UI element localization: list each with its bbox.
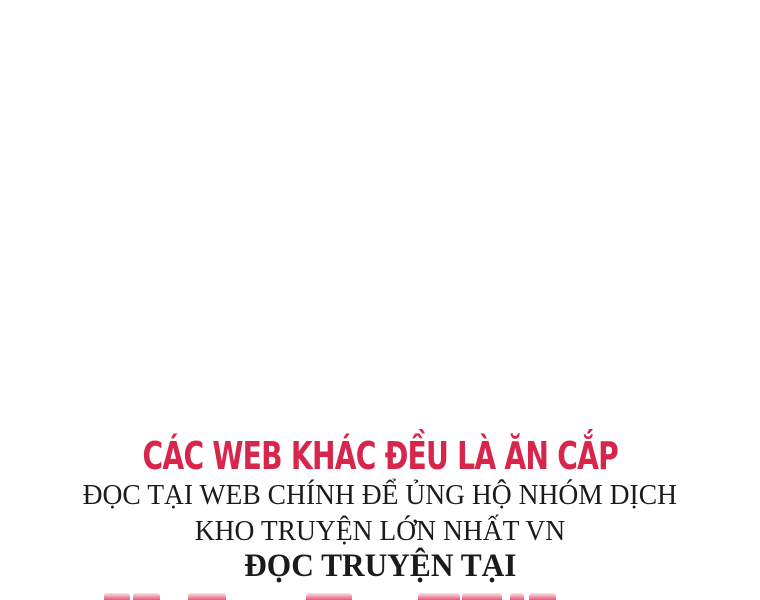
clipped-red-text-fragment [529,593,556,600]
credit-headline-text: CÁC WEB KHÁC ĐỀU LÀ ĂN CẮP [142,434,618,478]
clipped-red-text-fragment [510,593,524,600]
credit-line-support-text: ĐỌC TẠI WEB CHÍNH ĐỂ ỦNG HỘ NHÓM DỊCH [82,479,678,511]
credit-headline [0,436,760,476]
clipped-red-text-fragment [133,593,160,600]
clipped-red-text-fragment [306,593,352,600]
clipped-red-text-fragment [104,593,130,600]
clipped-red-text-fragment [188,593,226,600]
clipped-red-text-fragment [418,593,460,600]
credit-line-support [0,478,760,513]
credit-line-library-text: KHO TRUYỆN LỚN NHẤT VN [194,515,566,547]
clipped-red-text-fragment [462,593,502,600]
credit-line-read-at-text: ĐỌC TRUYỆN TẠI [243,548,517,584]
credit-line-library [0,514,760,549]
credit-line-read-at [0,547,760,585]
